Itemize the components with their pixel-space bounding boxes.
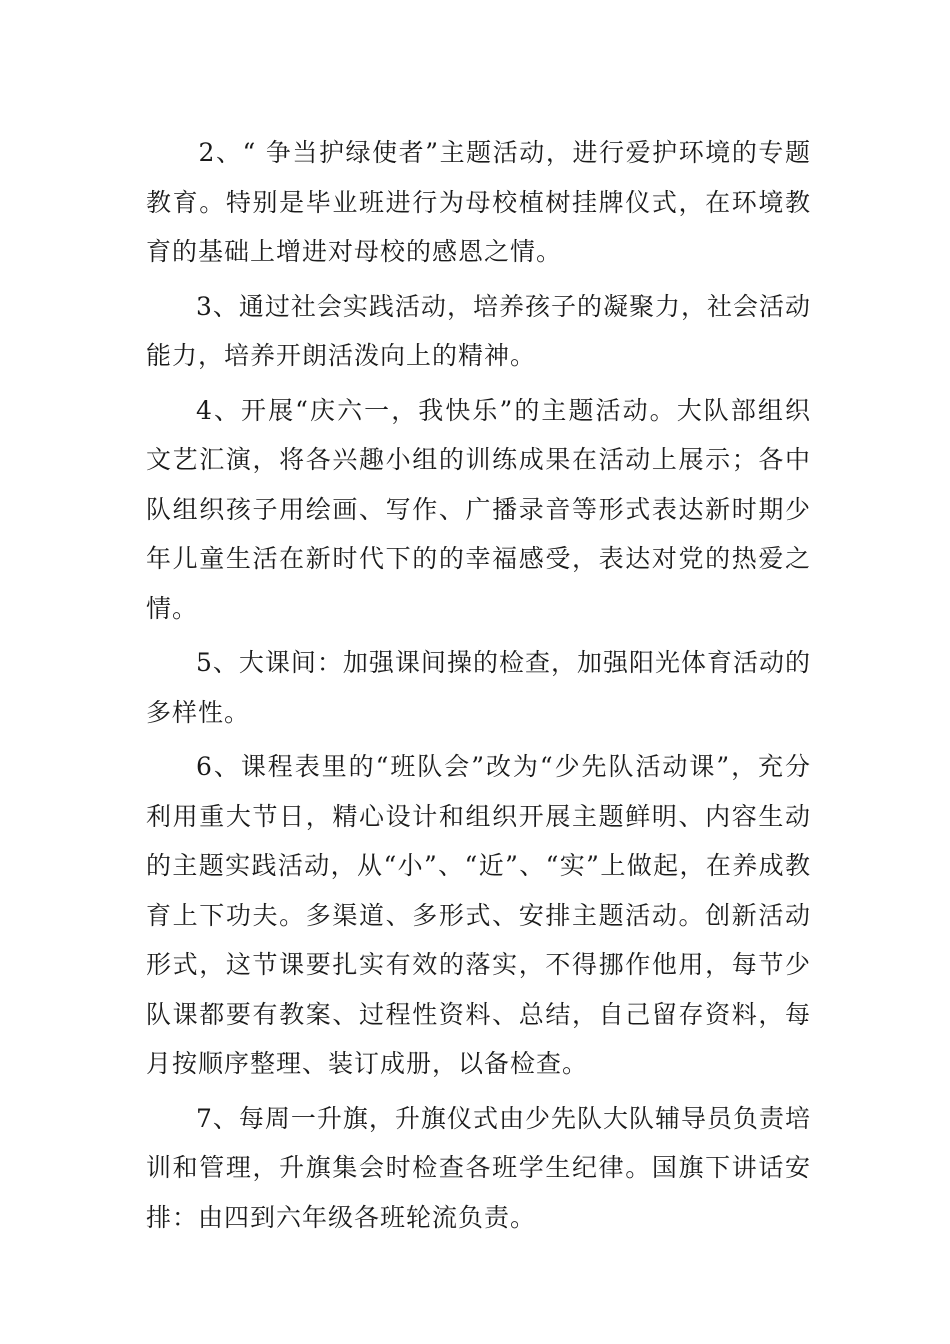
paragraph-7: 7、每周一升旗，升旗仪式由少先队大队辅导员负责培训和管理，升旗集会时检查各班学生纪律。国旗下讲话安排：由四到六年级各班轮流负责。 xyxy=(146,1103,811,1232)
paragraph-3: 3、通过社会实践活动，培养孩子的凝聚力，社会活动能力，培养开朗活泼向上的精神。 xyxy=(146,291,811,370)
paragraph-4: 4、开展“庆六一，我快乐”的主题活动。大队部组织文艺汇演，将各兴趣小组的训练成果在活动上展示；各中队组织孩子用绘画、写作、广播录音等形式表达新时期少年儿童生活在新时代下的的幸福感受，表达对党的热爱之情。 xyxy=(146,395,811,623)
paragraph-5: 5、大课间：加强课间操的检查，加强阳光体育活动的多样性。 xyxy=(146,648,811,727)
paragraph-2: 2、“ 争当护绿使者”主题活动，进行爱护环境的专题教育。特别是毕业班进行为母校植树挂牌仪式，在环境教育的基础上增进对母校的感恩之情。 xyxy=(146,138,811,266)
paragraph-6: 6、课程表里的“班队会”改为“少先队活动课”，充分利用重大节日，精心设计和组织开展主题鲜明、内容生动的主题实践活动，从“小”、“近”、“实”上做起，在养成教育上下功夫。多渠道、多形式、安排主题活动。创新活动形式，这节课要扎实有效的落实，不得挪作他用，每节少队课都要有教案、过程性资料、总结，自己留存资料，每月按顺序整理、装订成册，以备检查。 xyxy=(146,752,811,1078)
document-body xyxy=(146,128,811,1247)
